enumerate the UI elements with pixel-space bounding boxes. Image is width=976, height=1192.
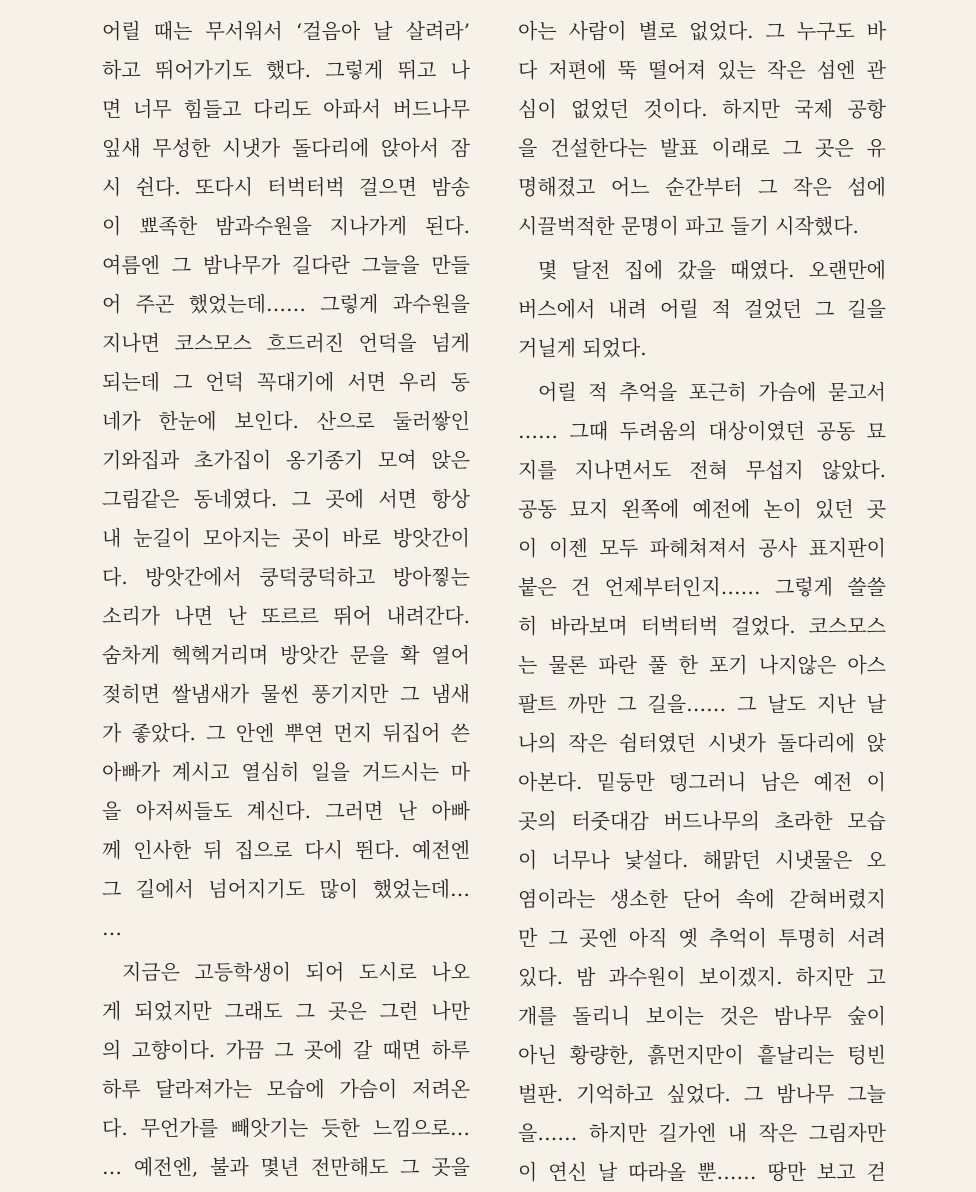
text-line: 나의 작은 쉼터였던 시냇가 돌다리에 앉 xyxy=(518,731,886,755)
text-line: 다 저편에 뚝 떨어져 있는 작은 섬엔 관 xyxy=(518,58,886,82)
text-line: 시끌벅적한 문명이 파고 들기 시작했다. xyxy=(518,214,859,238)
text-line: 젖히면 쌀냄새가 물씬 풍기지만 그 냄새 xyxy=(102,682,470,706)
text-line: 시 쉰다. 또다시 터벅터벅 걸으면 밤송 xyxy=(102,175,470,199)
text-line: 거닐게 되었다. xyxy=(518,336,647,360)
text-line: 곳의 터줏대감 버드나무의 초라한 모습 xyxy=(518,809,886,833)
text-line: 는 물론 파란 풀 한 포기 나지않은 아스 xyxy=(518,653,886,677)
text-line: 다. 방앗간에서 쿵덕쿵덕하고 방아찧는 xyxy=(102,565,470,589)
text-line: … xyxy=(102,916,122,940)
text-line: 이 너무나 낯설다. 해맑던 시냇물은 오 xyxy=(518,848,886,872)
text-line: 심이 없었던 것이다. 하지만 국제 공항 xyxy=(518,97,886,121)
right-text-column xyxy=(518,12,886,1192)
text-line: 아빠가 계시고 열심히 일을 거드시는 마 xyxy=(102,760,470,784)
text-line: 하루 달라져가는 모습에 가슴이 저려온 xyxy=(102,1077,470,1101)
text-line: 을 건설한다는 발표 이래로 그 곳은 유 xyxy=(518,136,886,160)
text-line: 벌판. 기억하고 싶었다. 그 밤나무 그늘 xyxy=(518,1082,886,1106)
text-line: 아본다. 밑둥만 뎅그러니 남은 예전 이 xyxy=(518,770,886,794)
text-line: 아는 사람이 별로 없었다. 그 누구도 바 xyxy=(518,19,886,43)
text-line: 이 이젠 모두 파헤쳐져서 공사 표지판이 xyxy=(518,536,886,560)
text-line: 하고 뛰어가기도 했다. 그렇게 뛰고 나 xyxy=(102,58,470,82)
text-line: 기와집과 초가집이 옹기종기 모여 앉은 xyxy=(102,448,470,472)
text-line: 어릴 적 추억을 포근히 가슴에 묻고서 xyxy=(538,380,886,404)
text-line: 다. 무언가를 빼앗기는 듯한 느낌으로… xyxy=(102,1116,470,1140)
text-line: 네가 한눈에 보인다. 산으로 둘러쌓인 xyxy=(102,409,470,433)
text-line: 명해졌고 어느 순간부터 그 작은 섬에 xyxy=(518,175,886,199)
text-line: … 예전엔, 불과 몇년 전만해도 그 곳을 xyxy=(102,1155,470,1179)
text-line: 면 너무 힘들고 다리도 아파서 버드나무 xyxy=(102,97,470,121)
text-line: 내 눈길이 모아지는 곳이 바로 방앗간이 xyxy=(102,526,470,550)
text-line: 붙은 건 언제부터인지…… 그렇게 쓸쓸 xyxy=(518,575,886,599)
text-line: 이 뾰족한 밤과수원을 지나가게 된다. xyxy=(102,214,470,238)
text-line: 그 길에서 넘어지기도 많이 했었는데… xyxy=(102,877,470,901)
text-line: 팔트 까만 그 길을…… 그 날도 지난 날 xyxy=(518,692,886,716)
text-line: 있다. 밤 과수원이 보이겠지. 하지만 고 xyxy=(518,965,886,989)
text-line: 이 연신 날 따라올 뿐…… 땅만 보고 걷 xyxy=(518,1160,886,1184)
text-line: 어릴 때는 무서워서 ‘걸음아 날 살려라’ xyxy=(102,19,470,43)
text-line: 아닌 황량한, 흙먼지만이 흩날리는 텅빈 xyxy=(518,1043,886,1067)
text-line: 되는데 그 언덕 꼭대기에 서면 우리 동 xyxy=(102,370,470,394)
text-line: 숨차게 헥헥거리며 방앗간 문을 확 열어 xyxy=(102,643,470,667)
text-line: 가 좋았다. 그 안엔 뿌연 먼지 뒤집어 쓴 xyxy=(102,721,470,745)
text-line: 여름엔 그 밤나무가 길다란 그늘을 만들 xyxy=(102,253,470,277)
text-line: 공동 묘지 왼쪽에 예전에 논이 있던 곳 xyxy=(518,497,886,521)
text-line: 지나면 코스모스 흐드러진 언덕을 넘게 xyxy=(102,331,470,355)
text-line: 의 고향이다. 가끔 그 곳에 갈 때면 하루 xyxy=(102,1038,470,1062)
text-line: 만 그 곳엔 아직 옛 추억이 투명히 서려 xyxy=(518,926,886,950)
text-line: 어 주곤 했었는데…… 그렇게 과수원을 xyxy=(102,292,470,316)
text-line: 께 인사한 뒤 집으로 다시 뛴다. 예전엔 xyxy=(102,838,470,862)
text-line: 버스에서 내려 어릴 적 걸었던 그 길을 xyxy=(518,297,886,321)
text-line: 지를 지나면서도 전혀 무섭지 않았다. xyxy=(518,458,886,482)
text-line: 그림같은 동네였다. 그 곳에 서면 항상 xyxy=(102,487,470,511)
text-line: 소리가 나면 난 또르르 뛰어 내려간다. xyxy=(102,604,470,628)
text-line: 을 아저씨들도 계신다. 그러면 난 아빠 xyxy=(102,799,470,823)
left-text-column xyxy=(102,12,470,1187)
text-line: 염이라는 생소한 단어 속에 갇혀버렸지 xyxy=(518,887,886,911)
text-line: 몇 달전 집에 갔을 때였다. 오랜만에 xyxy=(538,258,886,282)
text-line: 잎새 무성한 시냇가 돌다리에 앉아서 잠 xyxy=(102,136,470,160)
text-line: 히 바라보며 터벅터벅 걸었다. 코스모스 xyxy=(518,614,886,638)
text-line: 지금은 고등학생이 되어 도시로 나오 xyxy=(122,960,470,984)
text-line: …… 그때 두려움의 대상이였던 공동 묘 xyxy=(518,419,886,443)
text-line: 을…… 하지만 길가엔 내 작은 그림자만 xyxy=(518,1121,886,1145)
text-line: 개를 돌리니 보이는 것은 밤나무 숲이 xyxy=(518,1004,886,1028)
text-line: 게 되었지만 그래도 그 곳은 그런 나만 xyxy=(102,999,470,1023)
